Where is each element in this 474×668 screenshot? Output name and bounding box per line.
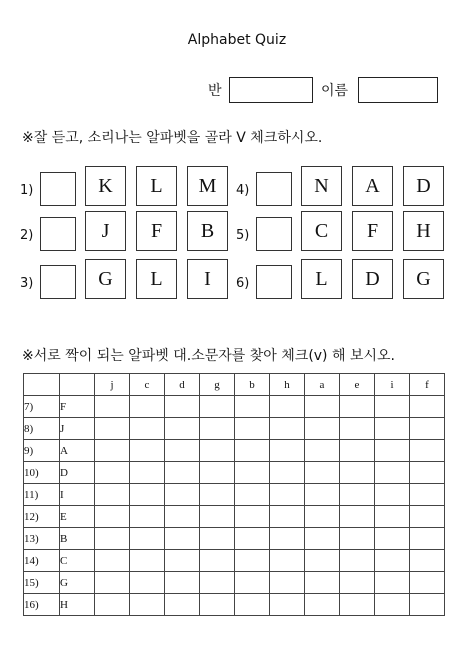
check-cell[interactable] bbox=[95, 528, 130, 550]
check-cell[interactable] bbox=[340, 594, 375, 616]
check-cell[interactable] bbox=[410, 418, 445, 440]
question-number: 3) bbox=[20, 276, 34, 291]
class-field[interactable] bbox=[229, 77, 313, 103]
name-field[interactable] bbox=[358, 77, 438, 103]
letter-option[interactable]: D bbox=[352, 259, 393, 299]
letter-option[interactable]: D bbox=[403, 166, 444, 206]
table-header-row bbox=[24, 374, 445, 396]
lowercase-header: f bbox=[410, 374, 445, 396]
check-cell[interactable] bbox=[165, 396, 200, 418]
check-cell[interactable] bbox=[200, 572, 235, 594]
question-number: 4) bbox=[236, 183, 250, 198]
letter-option[interactable]: C bbox=[301, 211, 342, 251]
check-cell[interactable] bbox=[165, 418, 200, 440]
lowercase-header: c bbox=[130, 374, 165, 396]
uppercase-letter: A bbox=[60, 440, 95, 462]
check-cell[interactable] bbox=[235, 440, 270, 462]
check-cell[interactable] bbox=[305, 462, 340, 484]
check-cell[interactable] bbox=[375, 550, 410, 572]
check-cell[interactable] bbox=[200, 462, 235, 484]
table-row bbox=[24, 462, 445, 484]
check-cell[interactable] bbox=[235, 594, 270, 616]
check-cell[interactable] bbox=[305, 506, 340, 528]
check-cell[interactable] bbox=[165, 462, 200, 484]
check-cell[interactable] bbox=[130, 528, 165, 550]
check-cell[interactable] bbox=[375, 528, 410, 550]
table-row bbox=[24, 550, 445, 572]
check-cell[interactable] bbox=[165, 484, 200, 506]
letter-option[interactable]: B bbox=[187, 211, 228, 251]
lowercase-header: h bbox=[270, 374, 305, 396]
question-number: 1) bbox=[20, 183, 34, 198]
question-row bbox=[20, 211, 238, 251]
letter-option[interactable]: L bbox=[136, 166, 177, 206]
lowercase-header: j bbox=[95, 374, 130, 396]
header-blank-cell bbox=[60, 374, 95, 396]
lowercase-header: e bbox=[340, 374, 375, 396]
uppercase-letter: J bbox=[60, 418, 95, 440]
check-cell[interactable] bbox=[305, 594, 340, 616]
answer-checkbox[interactable] bbox=[256, 217, 292, 251]
check-cell[interactable] bbox=[270, 440, 305, 462]
check-cell[interactable] bbox=[200, 594, 235, 616]
letter-option[interactable]: J bbox=[85, 211, 126, 251]
check-cell[interactable] bbox=[200, 396, 235, 418]
row-number: 10) bbox=[24, 462, 60, 484]
check-cell[interactable] bbox=[165, 440, 200, 462]
check-cell[interactable] bbox=[410, 572, 445, 594]
check-cell[interactable] bbox=[340, 572, 375, 594]
check-cell[interactable] bbox=[200, 484, 235, 506]
check-cell[interactable] bbox=[235, 506, 270, 528]
answer-checkbox[interactable] bbox=[40, 172, 76, 206]
check-cell[interactable] bbox=[235, 572, 270, 594]
row-number: 14) bbox=[24, 550, 60, 572]
check-cell[interactable] bbox=[95, 550, 130, 572]
table-row bbox=[24, 396, 445, 418]
check-cell[interactable] bbox=[130, 506, 165, 528]
letter-option[interactable]: H bbox=[403, 211, 444, 251]
name-label: 이름 bbox=[321, 83, 349, 99]
letter-option[interactable]: A bbox=[352, 166, 393, 206]
letter-option[interactable]: M bbox=[187, 166, 228, 206]
check-cell[interactable] bbox=[375, 440, 410, 462]
check-cell[interactable] bbox=[410, 484, 445, 506]
check-cell[interactable] bbox=[375, 462, 410, 484]
check-cell[interactable] bbox=[340, 550, 375, 572]
table-row bbox=[24, 418, 445, 440]
row-number: 12) bbox=[24, 506, 60, 528]
letter-option[interactable]: G bbox=[85, 259, 126, 299]
letter-option[interactable]: I bbox=[187, 259, 228, 299]
letter-option[interactable]: N bbox=[301, 166, 342, 206]
check-cell[interactable] bbox=[270, 528, 305, 550]
check-cell[interactable] bbox=[95, 506, 130, 528]
check-cell[interactable] bbox=[270, 462, 305, 484]
check-cell[interactable] bbox=[340, 528, 375, 550]
check-cell[interactable] bbox=[235, 528, 270, 550]
check-cell[interactable] bbox=[200, 418, 235, 440]
section2-instruction: ※서로 짝이 되는 알파벳 대.소문자를 찾아 체크(v) 해 보시오. bbox=[22, 348, 395, 364]
check-cell[interactable] bbox=[165, 594, 200, 616]
check-cell[interactable] bbox=[375, 396, 410, 418]
check-cell[interactable] bbox=[305, 572, 340, 594]
lowercase-header: i bbox=[375, 374, 410, 396]
class-label: 반 bbox=[208, 83, 222, 99]
check-cell[interactable] bbox=[375, 484, 410, 506]
check-cell[interactable] bbox=[270, 506, 305, 528]
uppercase-letter: F bbox=[60, 396, 95, 418]
check-cell[interactable] bbox=[200, 528, 235, 550]
check-cell[interactable] bbox=[130, 594, 165, 616]
answer-checkbox[interactable] bbox=[40, 217, 76, 251]
table-row bbox=[24, 506, 445, 528]
check-cell[interactable] bbox=[305, 550, 340, 572]
check-cell[interactable] bbox=[200, 550, 235, 572]
check-cell[interactable] bbox=[130, 550, 165, 572]
check-cell[interactable] bbox=[410, 594, 445, 616]
check-cell[interactable] bbox=[410, 396, 445, 418]
question-number: 6) bbox=[236, 276, 250, 291]
check-cell[interactable] bbox=[165, 506, 200, 528]
check-cell[interactable] bbox=[95, 572, 130, 594]
check-cell[interactable] bbox=[235, 396, 270, 418]
check-cell[interactable] bbox=[270, 396, 305, 418]
table-row bbox=[24, 528, 445, 550]
check-cell[interactable] bbox=[410, 528, 445, 550]
check-cell[interactable] bbox=[130, 462, 165, 484]
lowercase-header: d bbox=[165, 374, 200, 396]
check-cell[interactable] bbox=[410, 440, 445, 462]
uppercase-letter: G bbox=[60, 572, 95, 594]
check-cell[interactable] bbox=[95, 484, 130, 506]
lowercase-header: g bbox=[200, 374, 235, 396]
row-number: 8) bbox=[24, 418, 60, 440]
question-row bbox=[20, 259, 238, 299]
check-cell[interactable] bbox=[305, 396, 340, 418]
matching-table bbox=[23, 373, 445, 616]
row-number: 15) bbox=[24, 572, 60, 594]
answer-checkbox[interactable] bbox=[40, 265, 76, 299]
table-row bbox=[24, 440, 445, 462]
check-cell[interactable] bbox=[235, 418, 270, 440]
check-cell[interactable] bbox=[270, 418, 305, 440]
uppercase-letter: C bbox=[60, 550, 95, 572]
uppercase-letter: H bbox=[60, 594, 95, 616]
check-cell[interactable] bbox=[410, 506, 445, 528]
row-number: 7) bbox=[24, 396, 60, 418]
check-cell[interactable] bbox=[340, 418, 375, 440]
page-title: Alphabet Quiz bbox=[187, 32, 287, 48]
table-row bbox=[24, 594, 445, 616]
check-cell[interactable] bbox=[130, 484, 165, 506]
check-cell[interactable] bbox=[235, 484, 270, 506]
section1-instruction: ※잘 듣고, 소리나는 알파벳을 골라 V 체크하시오. bbox=[22, 130, 323, 146]
lowercase-header: b bbox=[235, 374, 270, 396]
check-cell[interactable] bbox=[305, 440, 340, 462]
check-cell[interactable] bbox=[235, 462, 270, 484]
lowercase-header: a bbox=[305, 374, 340, 396]
uppercase-letter: D bbox=[60, 462, 95, 484]
letter-option[interactable]: L bbox=[301, 259, 342, 299]
check-cell[interactable] bbox=[340, 396, 375, 418]
check-cell[interactable] bbox=[375, 418, 410, 440]
row-number: 9) bbox=[24, 440, 60, 462]
question-row bbox=[236, 211, 454, 251]
answer-checkbox[interactable] bbox=[256, 172, 292, 206]
check-cell[interactable] bbox=[340, 506, 375, 528]
check-cell[interactable] bbox=[305, 418, 340, 440]
check-cell[interactable] bbox=[95, 418, 130, 440]
question-row bbox=[236, 259, 454, 299]
uppercase-letter: E bbox=[60, 506, 95, 528]
answer-checkbox[interactable] bbox=[256, 265, 292, 299]
check-cell[interactable] bbox=[305, 484, 340, 506]
check-cell[interactable] bbox=[270, 484, 305, 506]
check-cell[interactable] bbox=[200, 440, 235, 462]
uppercase-letter: B bbox=[60, 528, 95, 550]
table-row bbox=[24, 484, 445, 506]
check-cell[interactable] bbox=[95, 396, 130, 418]
check-cell[interactable] bbox=[95, 440, 130, 462]
check-cell[interactable] bbox=[130, 396, 165, 418]
letter-option[interactable]: K bbox=[85, 166, 126, 206]
check-cell[interactable] bbox=[340, 440, 375, 462]
uppercase-letter: I bbox=[60, 484, 95, 506]
check-cell[interactable] bbox=[375, 594, 410, 616]
check-cell[interactable] bbox=[130, 572, 165, 594]
check-cell[interactable] bbox=[270, 572, 305, 594]
check-cell[interactable] bbox=[340, 462, 375, 484]
check-cell[interactable] bbox=[200, 506, 235, 528]
question-row bbox=[20, 166, 238, 206]
letter-option[interactable]: F bbox=[136, 211, 177, 251]
check-cell[interactable] bbox=[270, 594, 305, 616]
header-blank-cell bbox=[24, 374, 60, 396]
letter-option[interactable]: G bbox=[403, 259, 444, 299]
check-cell[interactable] bbox=[165, 550, 200, 572]
row-number: 11) bbox=[24, 484, 60, 506]
table-row bbox=[24, 572, 445, 594]
check-cell[interactable] bbox=[410, 462, 445, 484]
check-cell[interactable] bbox=[340, 484, 375, 506]
check-cell[interactable] bbox=[305, 528, 340, 550]
check-cell[interactable] bbox=[165, 528, 200, 550]
check-cell[interactable] bbox=[270, 550, 305, 572]
check-cell[interactable] bbox=[130, 418, 165, 440]
letter-option[interactable]: F bbox=[352, 211, 393, 251]
check-cell[interactable] bbox=[130, 440, 165, 462]
letter-option[interactable]: L bbox=[136, 259, 177, 299]
question-number: 5) bbox=[236, 228, 250, 243]
row-number: 13) bbox=[24, 528, 60, 550]
question-number: 2) bbox=[20, 228, 34, 243]
row-number: 16) bbox=[24, 594, 60, 616]
check-cell[interactable] bbox=[95, 594, 130, 616]
check-cell[interactable] bbox=[375, 506, 410, 528]
check-cell[interactable] bbox=[165, 572, 200, 594]
check-cell[interactable] bbox=[410, 550, 445, 572]
question-row bbox=[236, 166, 454, 206]
check-cell[interactable] bbox=[375, 572, 410, 594]
check-cell[interactable] bbox=[95, 462, 130, 484]
check-cell[interactable] bbox=[235, 550, 270, 572]
